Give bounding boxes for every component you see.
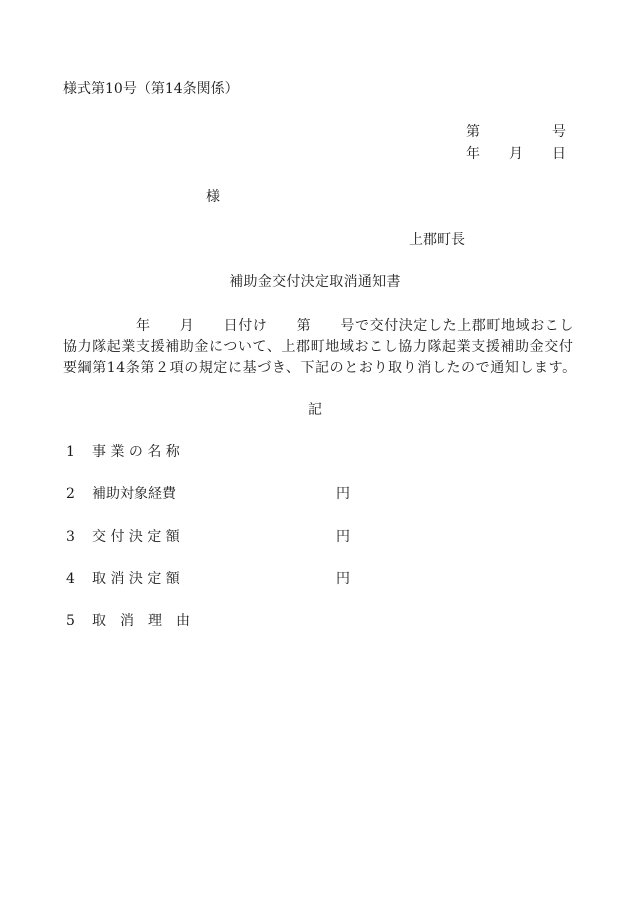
ki-heading: 記 xyxy=(308,402,322,418)
item-label: 交 付 決 定 額 xyxy=(92,529,180,545)
item-label: 事 業 の 名 称 xyxy=(92,444,180,460)
body-line-1: 年 月 日付け 第 号で交付決定した上郡町地域おこし xyxy=(63,318,574,334)
document-title: 補助金交付決定取消通知書 xyxy=(229,274,401,290)
date-month: 月 xyxy=(509,146,523,162)
sender-name: 上郡町長 xyxy=(409,232,465,248)
item-unit: 円 xyxy=(336,571,350,587)
document-number-prefix: 第 xyxy=(466,124,480,140)
body-line-3: 要綱第14条第２項の規定に基づき、下記のとおり取り消したので通知します。 xyxy=(63,360,577,376)
recipient-honorific: 様 xyxy=(206,189,220,205)
item-label: 取 消 理 由 xyxy=(92,613,190,629)
item-number: 3 xyxy=(66,529,75,545)
item-label: 補助対象経費 xyxy=(92,486,176,502)
body-line-2: 協力隊起業支援補助金について、上郡町地域おこし協力隊起業支援補助金交付 xyxy=(63,339,574,355)
item-number: 4 xyxy=(66,571,75,587)
item-unit: 円 xyxy=(336,529,350,545)
item-number: 5 xyxy=(66,613,75,629)
form-number: 様式第10号（第14条関係） xyxy=(63,81,239,97)
body-paragraph xyxy=(63,316,577,379)
date-year: 年 xyxy=(466,146,480,162)
item-number: 1 xyxy=(66,444,75,460)
item-label: 取 消 決 定 額 xyxy=(92,571,180,587)
item-number: 2 xyxy=(66,486,75,502)
item-unit: 円 xyxy=(336,486,350,502)
date-day: 日 xyxy=(552,146,566,162)
document-number-suffix: 号 xyxy=(552,124,566,140)
